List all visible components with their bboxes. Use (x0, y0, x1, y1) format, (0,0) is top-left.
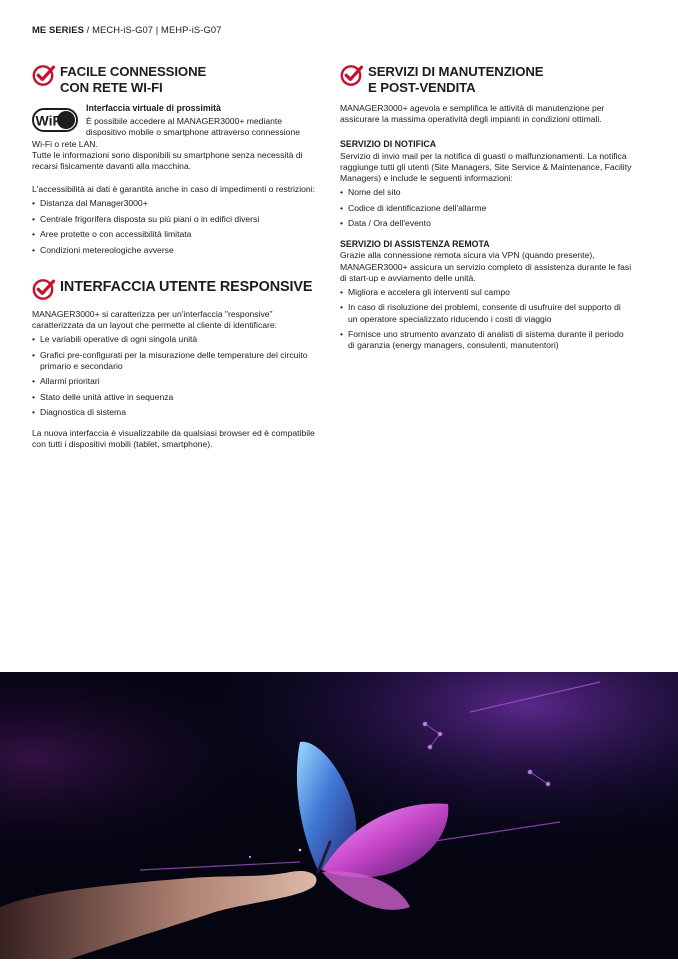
list-item: • Aree protette o con accessibilità limitata (32, 229, 324, 240)
info-paragraph: Tutte le informazioni sono disponibili su smartphone senza necessità di recarsi fisicamente davanti alla macchina. (32, 149, 303, 172)
section-title: SERVIZI DI MANUTENZIONE E POST-VENDITA (368, 64, 544, 95)
section-responsive-heading (32, 278, 324, 301)
wifi-logo-text: WiFi (35, 112, 65, 129)
responsive-list (32, 334, 324, 418)
notifica-text: Servizio di invio mail per la notifica di guasti o malfunzionamenti. La notifica raggiunge tutti gli utenti (Site Managers, Site Service & Maintenance, Facility Managers) e include le seguenti informazioni: (340, 150, 632, 184)
check-circle-icon (32, 277, 56, 301)
list-item: • Stato delle unità attive in sequenza (32, 392, 324, 403)
check-circle-icon (32, 63, 56, 87)
responsive-intro: MANAGER3000+ si caratterizza per un'interfaccia "responsive" caratterizzata da un layout che permette al cliente di identificare: (32, 308, 278, 330)
section-title: INTERFACCIA UTENTE RESPONSIVE (60, 278, 313, 295)
wifi-logo-icon (32, 108, 78, 134)
remota-heading: SERVIZIO DI ASSISTENZA REMOTA (340, 239, 490, 250)
left-column (32, 64, 324, 451)
access-list (32, 198, 324, 255)
notifica-list (340, 187, 632, 229)
list-item: • Fornisce uno strumento avanzato di analisti di sistema durante il periodo di garanzia (energy managers, consulenti, manutentori) (340, 329, 632, 351)
model-codes: / MECH-iS-G07 | MEHP-iS-G07 (83, 24, 222, 35)
section-services-heading (340, 64, 632, 95)
remota-text: Grazie alla connessione remota sicura via VPN (quando presente), MANAGER3000+ assicura un servizio completo di assistenza durante le fasi di start-up e avviamento delle unità. (340, 250, 632, 283)
services-intro: MANAGER3000+ agevola e semplifica le attività di manutenzione per assicurare la massima operatività degli impianti in condizioni ottimali. (340, 103, 605, 125)
notifica-heading: SERVIZIO DI NOTIFICA (340, 139, 437, 150)
hero-image (0, 672, 678, 959)
list-item: • Data / Ora dell'evento (340, 218, 632, 229)
wifi-block (32, 103, 324, 139)
list-item: • Distanza dal Manager3000+ (32, 198, 324, 209)
remota-list (340, 287, 632, 351)
section-wifi-body (32, 103, 324, 256)
list-item: • Nome del sito (340, 187, 632, 198)
wifi-lan-line: Wi-Fi o rete LAN. (32, 138, 98, 149)
list-item: • Le variabili operative di ogni singola unità (32, 334, 324, 345)
page-header (32, 24, 222, 35)
list-item: • In caso di risoluzione dei problemi, consente di usufruire del supporto di un operatore specializzato riducendo i costi di viaggio (340, 302, 632, 324)
list-item: • Migliora e accelera gli interventi sul campo (340, 287, 632, 298)
list-item: • Allarmi prioritari (32, 376, 324, 387)
check-circle-icon (340, 63, 364, 87)
right-column (340, 64, 632, 356)
wifi-heading: Interfaccia virtuale di prossimità (86, 103, 221, 113)
list-item: • Diagnostica di sistema (32, 407, 324, 418)
series-label: ME SERIES (32, 24, 84, 35)
section-wifi-heading (32, 64, 324, 95)
list-item: • Codice di identificazione dell'allarme (340, 203, 632, 214)
wifi-description: È possibile accedere al MANAGER3000+ mediante dispositivo mobile o smartphone attraverso connessione (86, 116, 301, 138)
list-item: • Centrale frigorifera disposta su più piani o in edifici diversi (32, 214, 324, 225)
butterfly-hand-illustration (0, 672, 678, 959)
section-responsive (32, 278, 324, 451)
responsive-outro: La nuova interfaccia è visualizzabile da qualsiasi browser ed è compatibile con tutti i dispositivi mobili (tablet, smartphone). (32, 428, 315, 450)
access-paragraph: L'accessibilità ai dati è garantita anche in caso di impedimenti o restrizioni: (32, 184, 315, 195)
list-item: • Grafici pre-configurati per la misurazione delle temperature del circuito primario e secondario (32, 350, 324, 372)
section-title: FACILE CONNESSIONE CON RETE WI-FI (60, 64, 207, 95)
list-item: • Condizioni metereologiche avverse (32, 245, 324, 256)
